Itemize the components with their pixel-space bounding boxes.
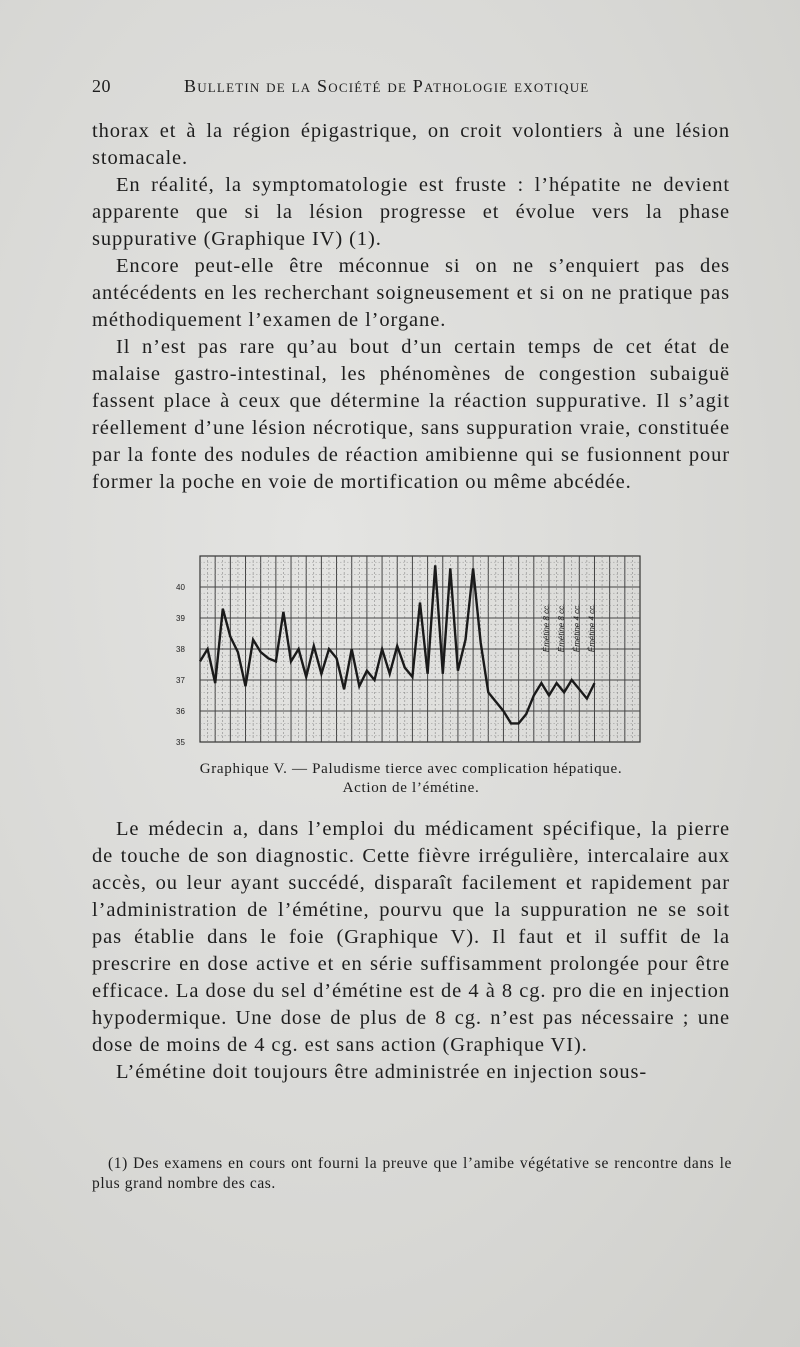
caption-line-2: Action de l’émétine.: [342, 780, 480, 796]
y-tick-label: 39: [176, 614, 185, 623]
chart-svg: [168, 550, 648, 750]
y-tick-label: 37: [176, 676, 185, 685]
dose-annotation: Émétine 8 cc.: [541, 603, 551, 653]
y-tick-labels: [176, 583, 185, 747]
paragraph: Encore peut-elle être méconnue si on ne s’enquiert pas des antécédents en les recherchant soigneusement et si on ne pratique pas méthodiquement l’examen de l’organe.: [92, 255, 730, 331]
journal-title: Bulletin de la Société de Pathologie exotique: [184, 76, 590, 96]
caption-line-1: Graphique V. — Paludisme tierce avec complication hépatique.: [199, 761, 623, 777]
y-tick-label: 40: [176, 583, 185, 592]
paragraph: thorax et à la région épigastrique, on croit volontiers à une lésion stomacale.: [92, 120, 730, 169]
paragraph: Le médecin a, dans l’emploi du médicament spécifique, la pierre de touche de son diagnostic. Cette fièvre irrégulière, intercalaire aux accès, ou leur ayant succédé, disparaît facilement et rapidement par l’administration de l’émétine, pourvu que la suppuration ne se soit pas établie dans le foie (Graphique V). Il faut et il suffit de la prescrire en dose active et en série suffisamment prolongée pour être efficace. La dose du sel d’émétine est de 4 à 8 cg. pro die en injection hypodermique. Une dose de plus de 8 cg. n’est pas nécessaire ; une dose de moins de 4 cg. est sans action (Graphique VI).: [92, 818, 730, 1056]
figure-caption: [92, 760, 730, 798]
y-tick-label: 35: [176, 738, 185, 747]
body-text-top: [92, 118, 730, 496]
chart-annotations: [542, 604, 597, 652]
y-tick-label: 36: [176, 707, 185, 716]
paragraph: Il n’est pas rare qu’au bout d’un certain temps de cet état de malaise gastro-intestinal, les phénomènes de congestion subaiguë fassent place à ceux que détermine la réaction suppurative. Il s’agit réellement d’une lésion nécrotique, sans suppuration vraie, constituée par la fonte des nodules de réaction amibienne qui se fusionnent pour former la poche en voie de mortification ou même abcédée.: [92, 336, 730, 493]
dose-annotation: Émétine 8 cc.: [557, 603, 567, 653]
footnote-text: (1) Des examens en cours ont fourni la preuve que l’amibe végétative se rencontre dans le plus grand nombre des cas.: [92, 1155, 732, 1192]
running-head: [92, 76, 732, 102]
dose-annotation: Émétine 4 cc.: [587, 603, 597, 653]
footnote: [92, 1154, 732, 1194]
body-text-bottom: [92, 816, 730, 1086]
y-tick-label: 38: [176, 645, 185, 654]
paragraph: En réalité, la symptomatologie est fruste : l’hépatite ne devient apparente que si la lésion progresse et évolue vers la phase suppurative (Graphique IV) (1).: [92, 174, 730, 250]
paragraph: L’émétine doit toujours être administrée en injection sous-: [116, 1061, 648, 1083]
temperature-chart: [168, 550, 648, 750]
page-number: 20: [92, 76, 111, 96]
dose-annotation: Émétine 4 cc.: [572, 603, 582, 653]
